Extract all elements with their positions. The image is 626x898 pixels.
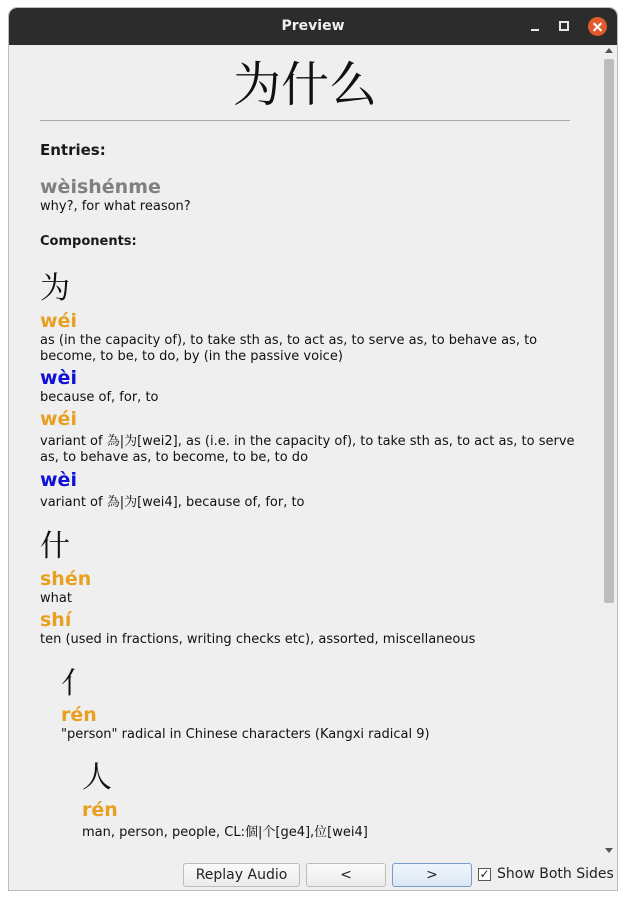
reading-definition: ten (used in fractions, writing checks etc), assorted, miscellaneous <box>40 632 476 647</box>
previous-button[interactable]: < <box>306 863 386 887</box>
replay-audio-button[interactable]: Replay Audio <box>183 863 300 887</box>
maximize-icon[interactable] <box>555 17 573 35</box>
reading-pinyin: rén <box>61 704 97 726</box>
reading-definition: because of, for, to <box>40 390 159 405</box>
component-char: 为 <box>40 271 70 306</box>
reading-definition: variant of 為|为[wei2], as (i.e. in the capacity of), to take sth as, to act as, to serve as, to behave as, to become, to be, to do <box>40 434 575 465</box>
reading-definition: what <box>40 591 72 606</box>
card-preview <box>9 45 601 859</box>
preview-window <box>9 8 617 890</box>
component-char: 什 <box>40 529 70 564</box>
entry-pinyin: wèishénme <box>40 176 161 198</box>
checkbox-checked-icon[interactable]: ✓ <box>479 867 490 881</box>
divider <box>40 120 570 121</box>
reading-pinyin: rén <box>82 799 118 821</box>
show-both-sides-label[interactable]: Show Both Sides <box>497 866 614 882</box>
reading-definition: as (in the capacity of), to take sth as, to act as, to serve as, to behave as, to become, to be, to do, by (in the passive voice) <box>40 333 538 364</box>
vertical-scrollbar[interactable] <box>601 45 617 859</box>
titlebar <box>9 8 617 45</box>
reading-pinyin: shí <box>40 609 72 631</box>
reading-pinyin: wèi <box>40 367 77 389</box>
next-button[interactable]: > <box>392 863 472 887</box>
scroll-down-arrow-icon[interactable] <box>605 848 613 853</box>
component-char: 人 <box>82 760 112 795</box>
scroll-up-arrow-icon[interactable] <box>605 48 613 53</box>
components-heading: Components: <box>40 234 137 249</box>
reading-pinyin: wéi <box>40 408 77 430</box>
reading-pinyin: wèi <box>40 469 77 491</box>
window-title: Preview <box>281 18 345 34</box>
headword: 为什么 <box>232 57 377 113</box>
entries-heading: Entries: <box>40 141 106 159</box>
close-icon[interactable] <box>588 17 607 36</box>
reading-pinyin: wéi <box>40 310 77 332</box>
reading-definition: "person" radical in Chinese characters (Kangxi radical 9) <box>61 727 430 742</box>
component-char: 亻 <box>61 666 91 701</box>
reading-definition: variant of 為|为[wei4], because of, for, to <box>40 495 305 510</box>
bottom-toolbar <box>9 859 617 890</box>
reading-pinyin: shén <box>40 568 92 590</box>
entry-definition: why?, for what reason? <box>40 199 191 214</box>
minimize-icon[interactable] <box>526 17 544 35</box>
scroll-thumb[interactable] <box>604 59 614 603</box>
reading-definition: man, person, people, CL:個|个[ge4],位[wei4] <box>82 825 368 840</box>
